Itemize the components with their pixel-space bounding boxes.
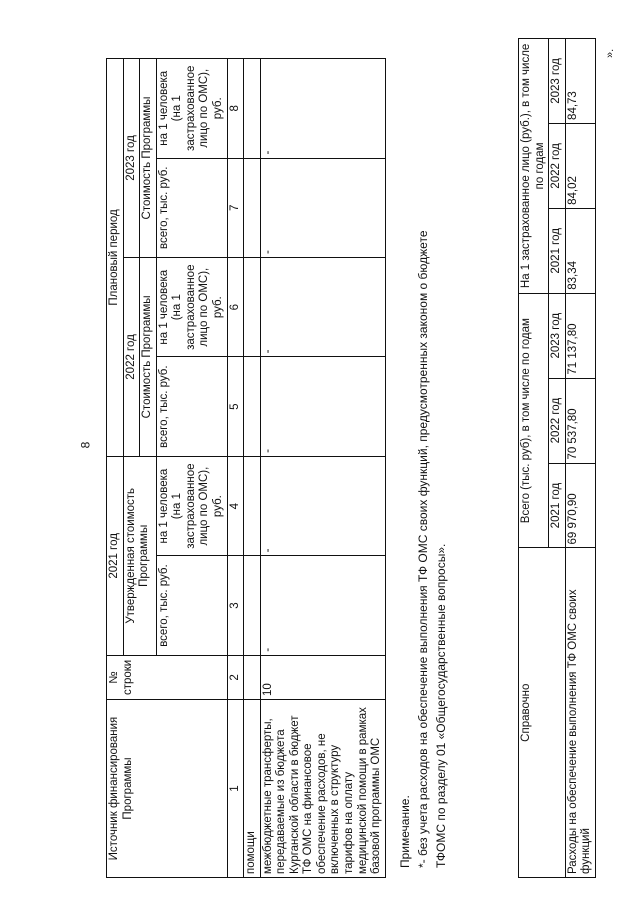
column-number: 4 xyxy=(227,456,244,555)
row-number: 10 xyxy=(260,655,385,699)
column-number: 5 xyxy=(227,357,244,456)
cell-value: 84,73 xyxy=(565,39,595,124)
column-number: 3 xyxy=(227,556,244,655)
year-header: 2022 год xyxy=(549,123,566,208)
column-number: 1 xyxy=(227,700,244,878)
closing-quote: ». xyxy=(604,48,616,58)
table-row xyxy=(260,59,385,878)
header-per-2021: на 1 человека (на 1 застрахованное лицо по ОМС), руб. xyxy=(156,456,227,555)
cell-value: - xyxy=(260,158,385,257)
header-cost-2022: Стоимость Программы xyxy=(140,257,157,456)
row-label: Расходы на обеспечение выполнения ТФ ОМС своих функций xyxy=(565,548,595,878)
header-source: Источник финансирования Программы xyxy=(107,700,228,878)
row-label: межбюджетные трансферты, передаваемые из бюджета Курганской области в бюджет ТФ ОМС на финансовое обеспечение расходов, не включенных в структуру тарифов на оплату медицинской помощи в рамках базовой программы ОМС xyxy=(260,700,385,878)
year-header: 2023 год xyxy=(549,293,566,378)
cell-value: 84,02 xyxy=(565,123,595,208)
program-financing-table xyxy=(106,58,386,878)
note-line-1: *- без учета расходов на обеспечение выполнения ТФ ОМС своих функций, предусмотренных законом о бюджете xyxy=(416,230,430,868)
cell-value: - xyxy=(260,456,385,555)
header-per-2023: на 1 человека (на 1 застрахованное лицо по ОМС), руб. xyxy=(156,59,227,159)
column-numbers-row xyxy=(227,59,244,878)
note-line-2: ТФОМС по разделу 01 «Общегосударственные вопросы». xyxy=(434,543,448,868)
note-title: Примечание. xyxy=(398,795,412,868)
year-header: 2021 год xyxy=(549,208,566,293)
year-header: 2023 год xyxy=(549,39,566,124)
column-number: 8 xyxy=(227,59,244,159)
header-total-2022: всего, тыс. руб. xyxy=(156,357,227,456)
header-2023: 2023 год xyxy=(123,59,140,258)
rotated-content xyxy=(18,28,618,878)
page-number: 8 xyxy=(78,441,93,449)
header-total-by-year: Всего (тыс. руб), в том числе по годам xyxy=(519,293,549,548)
header-2021: 2021 год xyxy=(107,456,124,655)
cell-value: 70 537,80 xyxy=(565,378,595,463)
cell-value: 71 137,80 xyxy=(565,293,595,378)
header-per-insured: На 1 застрахованное лицо (руб.), в том числе по годам xyxy=(519,39,549,294)
cell-value: - xyxy=(260,257,385,356)
year-header: 2021 год xyxy=(549,463,566,548)
column-number: 6 xyxy=(227,257,244,356)
row-label: помощи xyxy=(244,700,261,878)
table-row xyxy=(244,59,261,878)
year-header: 2022 год xyxy=(549,378,566,463)
cell-value: 69 970,90 xyxy=(565,463,595,548)
table-row xyxy=(565,39,595,878)
header-total-2023: всего, тыс. руб. xyxy=(156,158,227,257)
header-approved-cost: Утвержденная стоимость Программы xyxy=(123,456,156,655)
header-2022: 2022 год xyxy=(123,257,140,456)
column-number: 7 xyxy=(227,158,244,257)
header-per-2022: на 1 человека (на 1 застрахованное лицо по ОМС), руб. xyxy=(156,257,227,356)
cell-value: - xyxy=(260,59,385,159)
reference-table xyxy=(518,38,596,878)
cell-value: 83,34 xyxy=(565,208,595,293)
header-total-2021: всего, тыс. руб. xyxy=(156,556,227,655)
column-number: 2 xyxy=(227,655,244,699)
header-cost-2023: Стоимость Программы xyxy=(140,59,157,258)
header-row-number: № строки xyxy=(107,655,228,699)
cell-value: - xyxy=(260,357,385,456)
header-reference: Справочно xyxy=(519,548,566,878)
header-planned-period: Плановый период xyxy=(107,59,124,457)
cell-value: - xyxy=(260,556,385,655)
